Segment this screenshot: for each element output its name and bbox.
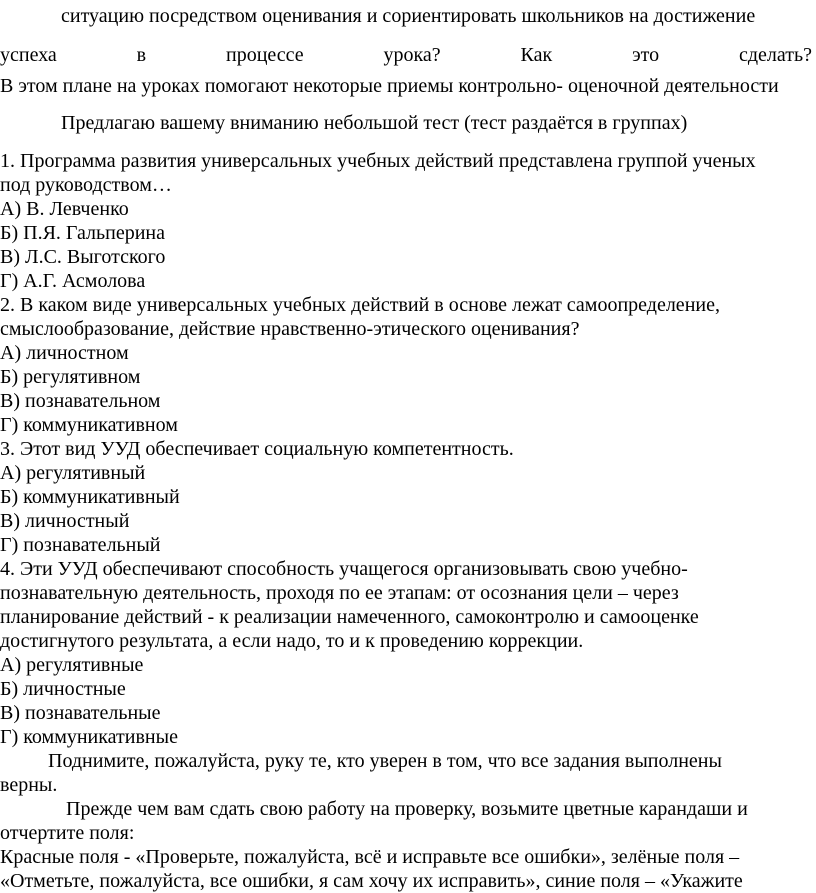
outro-paragraph-3-line-2: «Отметьте, пожалуйста, все ошибки, я сам хочу их исправить», синие поля – «Укажите bbox=[0, 870, 743, 892]
question-1-option-c: В) Л.С. Выготского bbox=[0, 246, 166, 268]
question-1-option-a: А) В. Левченко bbox=[0, 198, 129, 220]
question-2-option-a: А) личностном bbox=[0, 342, 129, 364]
question-4-option-a: А) регулятивные bbox=[0, 654, 144, 676]
outro-paragraph-2-line-1: Прежде чем вам сдать свою работу на проверку, возьмите цветные карандаши и bbox=[66, 798, 748, 820]
question-4-line-1: 4. Эти УУД обеспечивают способность учащегося организовывать свою учебно- bbox=[0, 558, 688, 580]
question-4-line-4: достигнутого результата, а если надо, то и к проведению коррекции. bbox=[0, 630, 584, 652]
intro-line-4: Предлагаю вашему вниманию небольшой тест (тест раздаётся в группах) bbox=[61, 112, 688, 134]
question-2-line-2: смыслообразование, действие нравственно-этического оценивания? bbox=[0, 318, 580, 340]
question-2-option-c: В) познавательном bbox=[0, 390, 161, 412]
question-3-line-1: 3. Этот вид УУД обеспечивает социальную компетентность. bbox=[0, 438, 514, 460]
question-2-option-b: Б) регулятивном bbox=[0, 366, 141, 388]
intro-word: в bbox=[136, 44, 147, 66]
intro-word: Как bbox=[520, 44, 553, 66]
outro-paragraph-3-line-1: Красные поля - «Проверьте, пожалуйста, всё и исправьте все ошибки», зелёные поля – bbox=[0, 846, 740, 868]
intro-word: процессе bbox=[225, 44, 304, 66]
outro-paragraph-1-line-2: верны. bbox=[0, 774, 58, 796]
intro-line-1: ситуацию посредством оценивания и сориентировать школьников на достижение bbox=[61, 5, 756, 27]
question-1-line-1: 1. Программа развития универсальных учебных действий представлена группой ученых bbox=[0, 150, 756, 172]
intro-word: это bbox=[632, 44, 660, 66]
question-4-option-d: Г) коммуникативные bbox=[0, 726, 178, 748]
question-3-option-c: В) личностный bbox=[0, 510, 130, 532]
question-4-line-2: познавательную деятельность, проходя по ее этапам: от осознания цели – через bbox=[0, 582, 679, 604]
intro-word: успеха bbox=[0, 44, 57, 66]
question-2-option-d: Г) коммуникативном bbox=[0, 414, 178, 436]
question-4-line-3: планирование действий - к реализации намеченного, самоконтролю и самооценке bbox=[0, 606, 699, 628]
question-4-option-b: Б) личностные bbox=[0, 678, 126, 700]
question-3-option-a: А) регулятивный bbox=[0, 462, 146, 484]
question-1-line-2: под руководством… bbox=[0, 174, 172, 196]
intro-word: урока? bbox=[383, 44, 441, 66]
question-3-option-b: Б) коммуникативный bbox=[0, 486, 180, 508]
question-1-option-d: Г) А.Г. Асмолова bbox=[0, 270, 146, 292]
intro-line-3: В этом плане на уроках помогают некоторые приемы контрольно- оценочной деятельности bbox=[0, 75, 779, 97]
outro-paragraph-2-line-2: отчертите поля: bbox=[0, 822, 135, 844]
outro-paragraph-1-line-1: Поднимите, пожалуйста, руку те, кто уверен в том, что все задания выполнены bbox=[48, 750, 722, 772]
question-2-line-1: 2. В каком виде универсальных учебных действий в основе лежат самоопределение, bbox=[0, 294, 720, 316]
question-1-option-b: Б) П.Я. Гальперина bbox=[0, 222, 166, 244]
question-4-option-c: В) познавательные bbox=[0, 702, 161, 724]
question-3-option-d: Г) познавательный bbox=[0, 534, 161, 556]
intro-line-2 bbox=[0, 43, 812, 67]
intro-word: сделать? bbox=[738, 44, 812, 66]
